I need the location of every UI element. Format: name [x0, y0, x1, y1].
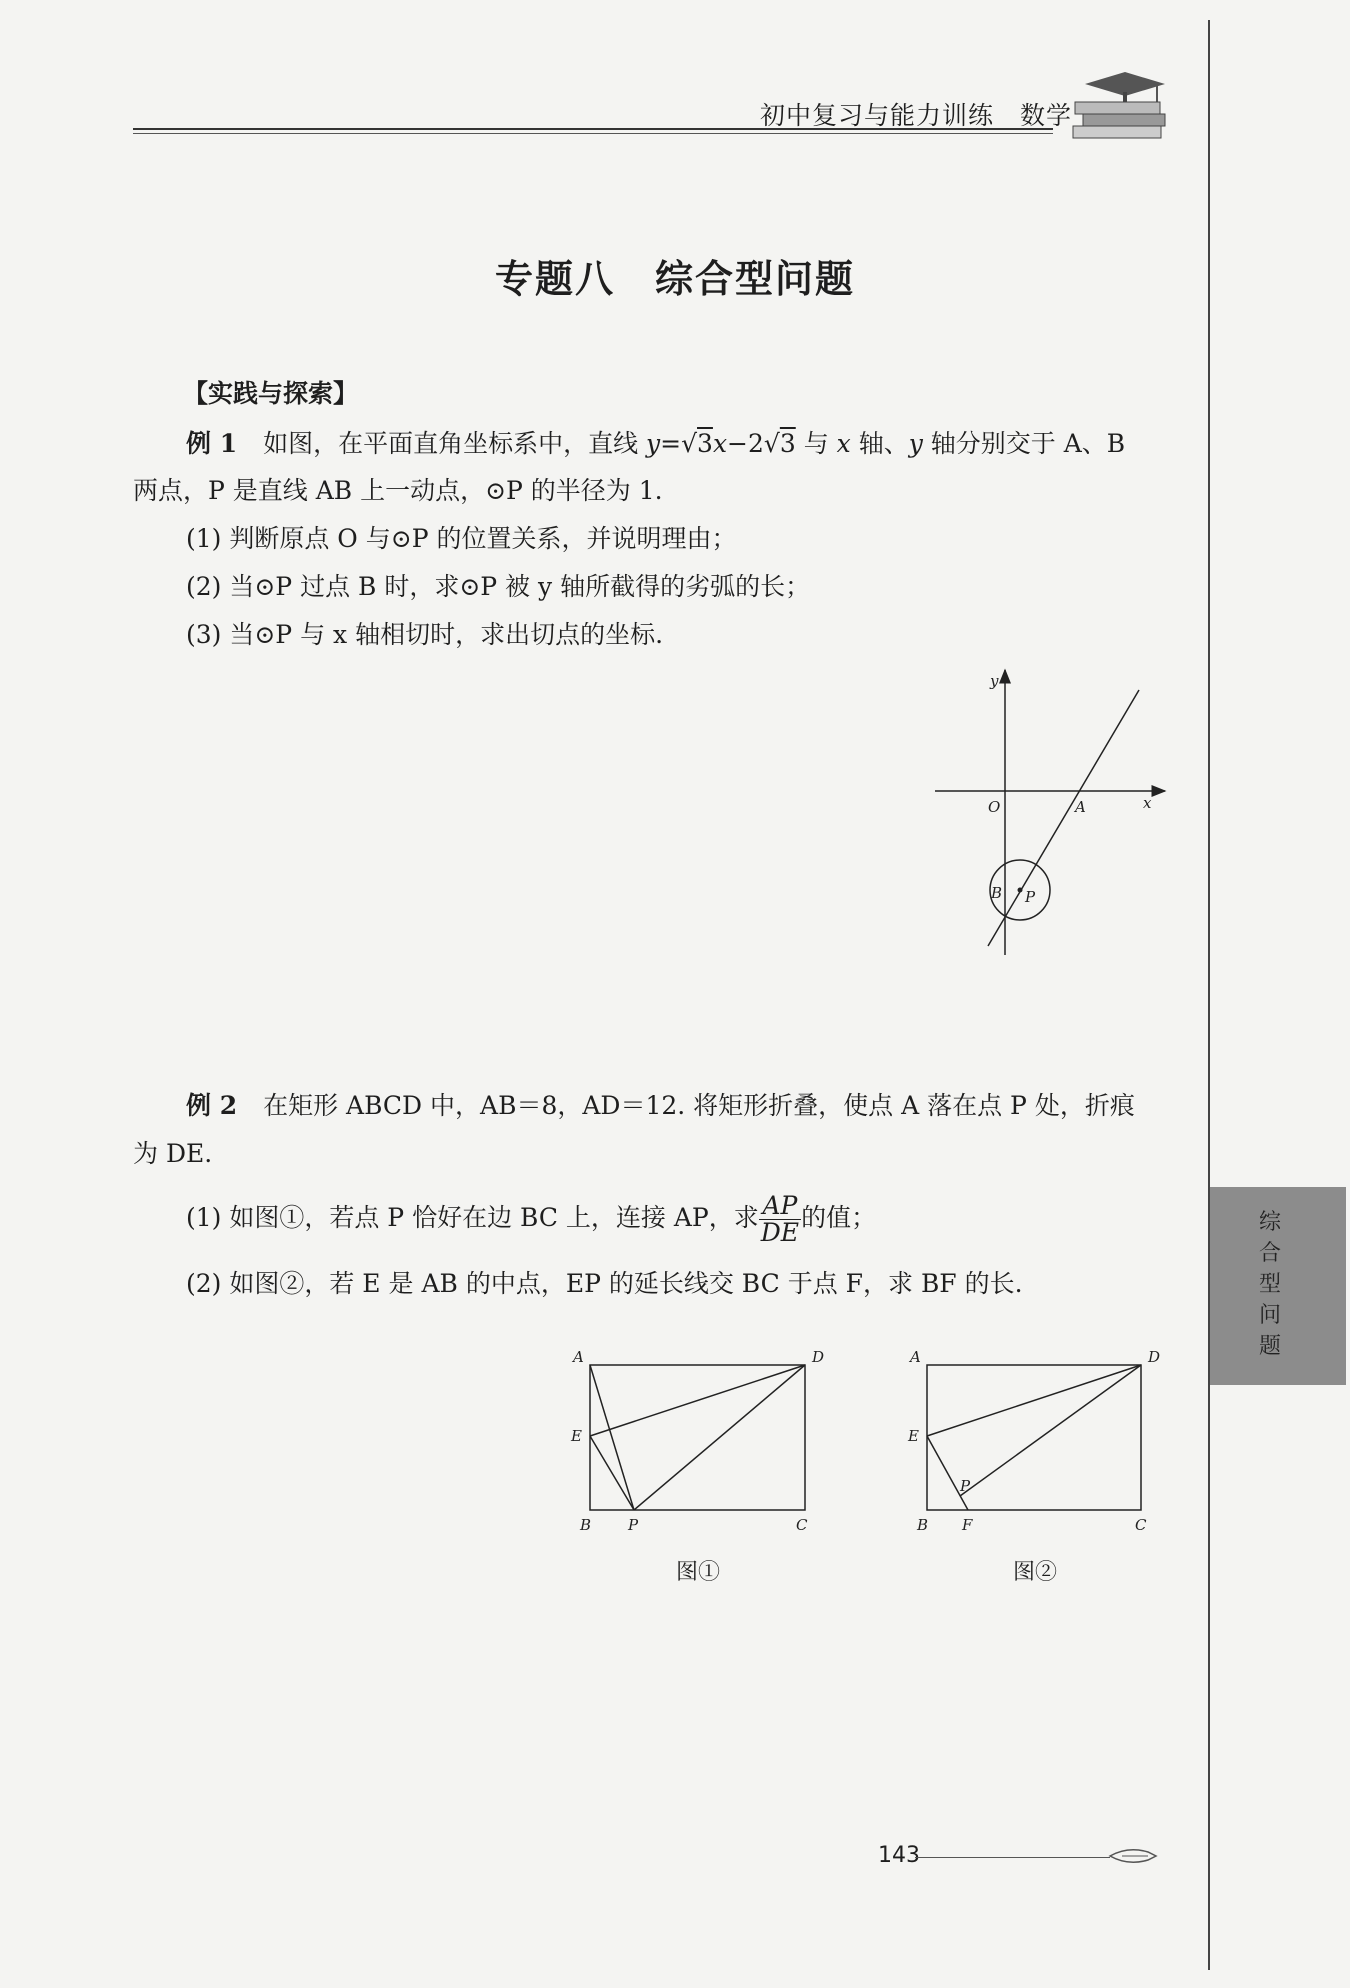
rectangle-abcd — [590, 1365, 805, 1510]
header-rule — [133, 128, 1053, 130]
example2-figure1 — [560, 1340, 840, 1540]
fig2-label-f: F — [962, 1516, 973, 1534]
fig1-label-c: C — [796, 1516, 808, 1534]
example1-figure — [930, 660, 1180, 960]
point-p — [1018, 888, 1023, 893]
fig2-label-p: P — [960, 1477, 971, 1495]
fig1-label-e: E — [571, 1427, 582, 1445]
label-x: x — [1143, 794, 1152, 812]
fig2-caption: 图② — [1013, 1560, 1058, 1585]
header-rule-thin — [133, 133, 1053, 134]
segment-ef — [927, 1436, 968, 1510]
books-with-graduation-cap-icon — [1065, 62, 1175, 142]
fig2-label-c: C — [1135, 1516, 1147, 1534]
segment-ed — [927, 1365, 1141, 1436]
label-o: O — [988, 798, 1001, 816]
fig2-label-e: E — [908, 1427, 919, 1445]
fig2-label-d: D — [1148, 1348, 1161, 1366]
fig1-label-a: A — [573, 1348, 584, 1366]
example1-label: 例 1 — [186, 429, 238, 458]
example1-line1: 例 1 如图，在平面直角坐标系中，直线 y=√3x−2√3 与 x 轴、y 轴分别交于 A、B — [186, 429, 1126, 458]
label-y: y — [990, 672, 999, 690]
example1-question3: (3) 当⊙P 与 x 轴相切时，求出切点的坐标. — [186, 620, 664, 649]
segment-pd — [634, 1365, 805, 1510]
pen-ornament-icon — [1108, 1842, 1158, 1868]
book-title: 初中复习与能力训练 数学 — [760, 101, 1073, 130]
section-title: 【实践与探索】 — [183, 379, 359, 408]
example2-figure2 — [898, 1340, 1178, 1540]
fig1-label-b: B — [580, 1516, 592, 1534]
fig2-label-a: A — [910, 1348, 921, 1366]
fig1-label-d: D — [812, 1348, 825, 1366]
example2-question2: (2) 如图②，若 E 是 AB 的中点，EP 的延长线交 BC 于点 F，求 BF 的长. — [186, 1269, 1023, 1298]
page-edge-rule — [1208, 20, 1210, 1970]
example1-question1: (1) 判断原点 O 与⊙P 的位置关系，并说明理由； — [186, 524, 737, 553]
chapter-side-tab-text: 综 合 型 问 题 — [1258, 1210, 1281, 1359]
segment-ap — [590, 1365, 634, 1510]
segment-ed — [590, 1365, 805, 1436]
fig1-caption: 图① — [676, 1560, 721, 1585]
page-number: 143 — [878, 1843, 920, 1868]
example2-question1: (1) 如图①，若点 P 恰好在边 BC 上，连接 AP，求 $\frac{AP}{DE}$ 的值； — [186, 1191, 877, 1247]
example1-question2: (2) 当⊙P 过点 B 时，求⊙P 被 y 轴所截得的劣弧的长； — [186, 572, 811, 601]
example2-line1: 例 2 在矩形 ABCD 中，AB＝8，AD＝12. 将矩形折叠，使点 A 落在点 P 处，折痕 — [186, 1091, 1135, 1120]
chapter-title: 专题八 综合型问题 — [494, 257, 855, 301]
line-ab — [988, 690, 1139, 946]
example2-line2: 为 DE. — [133, 1139, 213, 1168]
fraction-ap-de: $\frac{AP}{DE}$ — [760, 1191, 800, 1247]
example1-line2: 两点，P 是直线 AB 上一动点，⊙P 的半径为 1. — [133, 476, 663, 505]
label-a: A — [1075, 798, 1086, 816]
fig2-label-b: B — [917, 1516, 929, 1534]
example2-label: 例 2 — [186, 1091, 238, 1120]
fig1-label-p: P — [628, 1516, 639, 1534]
segment-ep — [590, 1436, 634, 1510]
footer-rule — [915, 1857, 1110, 1858]
label-p: P — [1025, 888, 1036, 906]
label-b: B — [991, 884, 1003, 902]
segment-pd — [960, 1365, 1141, 1496]
